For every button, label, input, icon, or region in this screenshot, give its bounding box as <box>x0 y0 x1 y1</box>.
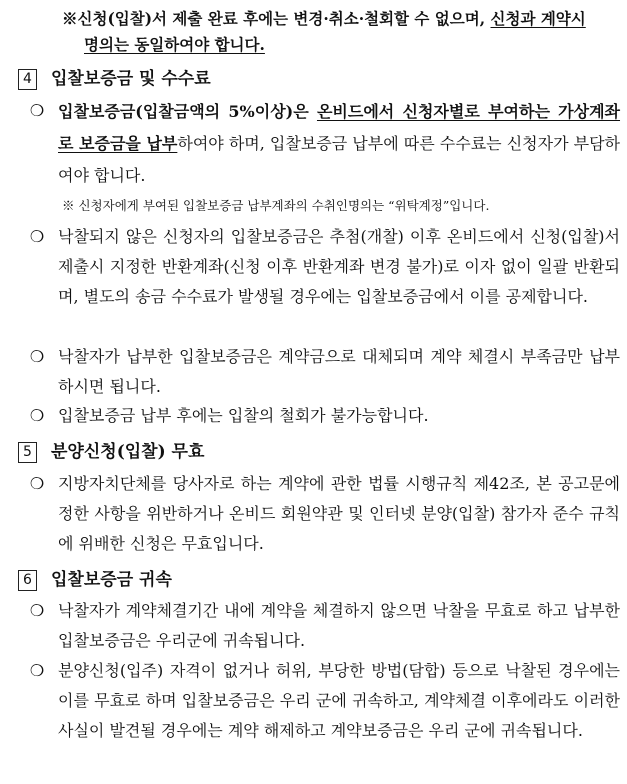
circle-bullet-icon: ❍ <box>29 661 45 680</box>
section-heading-4 <box>18 67 211 91</box>
section-title: 입찰보증금 및 수수료 <box>51 69 211 89</box>
item-text: 분양신청(입주) 자격이 없거나 허위, 부당한 방법(담합) 등으로 낙찰된 경우에는 이를 무효로 하며 입찰보증금은 우리 군에 귀속하고, 계약체결 이후에라도 이러한 사실이 발견될 경우에는 계약 해제하고 계약보증금은 우리 군에 귀속됩니다. <box>58 661 620 740</box>
top-notice <box>62 6 622 58</box>
section-number: 6 <box>18 570 37 591</box>
list-item <box>28 596 620 656</box>
list-item <box>28 401 620 431</box>
section-number: 5 <box>18 442 37 463</box>
item-text: 지방자치단체를 당사자로 하는 계약에 관한 법률 시행규칙 제42조, 본 공고문에 정한 사항을 위반하거나 온비드 회원약관 및 인터넷 분양(입찰) 참가자 준수 규칙에 위배한 신청은 무효입니다. <box>58 474 620 553</box>
section-title: 입찰보증금 귀속 <box>51 570 172 590</box>
item-text: 낙찰자가 계약체결기간 내에 계약을 체결하지 않으면 낙찰을 무효로 하고 납부한 입찰보증금은 우리군에 귀속됩니다. <box>58 601 620 650</box>
item-note: ※ 신청자에게 부여된 입찰보증금 납부계좌의 수취인명의는 “위탁계정”입니다. <box>62 198 490 213</box>
top-notice-text: ※신청(입찰)서 제출 완료 후에는 변경·취소·철회할 수 없으며, <box>62 9 491 28</box>
circle-bullet-icon: ❍ <box>29 474 45 493</box>
section-title: 분양신청(입찰) 무효 <box>51 442 205 462</box>
top-notice-underlined-2: 명의는 동일하여야 합니다. <box>84 35 265 54</box>
section-number: 4 <box>18 69 37 90</box>
item-bold-underlined: 온비드에서 신청자별로 부여하는 가상계좌로 보증금을 납부 <box>58 102 621 153</box>
item-rest: 하여야 하며, 입찰보증금 납부에 따른 수수료는 신청자가 부담하여야 합니다. <box>58 134 620 185</box>
list-item <box>28 656 620 746</box>
circle-bullet-icon: ❍ <box>29 101 45 120</box>
section-heading-6 <box>18 568 172 592</box>
list-item <box>28 222 620 312</box>
circle-bullet-icon: ❍ <box>29 406 45 425</box>
item-text: 낙찰자가 납부한 입찰보증금은 계약금으로 대체되며 계약 체결시 부족금만 납부하시면 됩니다. <box>58 347 620 396</box>
list-item <box>28 469 620 559</box>
item-text: 낙찰되지 않은 신청자의 입찰보증금은 추첨(개찰) 이후 온비드에서 신청(입찰)서 제출시 지정한 반환계좌(신청 이후 반환계좌 변경 불가)로 이자 없이 일괄 반환되며, 별도의 송금 수수료가 발생될 경우에는 입찰보증금에서 이를 공제합니다. <box>58 227 620 306</box>
list-item <box>28 96 620 192</box>
top-notice-underlined: 신청과 계약시 <box>490 9 586 28</box>
circle-bullet-icon: ❍ <box>29 601 45 620</box>
item-bold-lead: 입찰보증금(입찰금액의 5%이상)은 <box>58 102 317 121</box>
circle-bullet-icon: ❍ <box>29 347 45 366</box>
section-heading-5 <box>18 440 204 464</box>
item-text <box>58 96 620 192</box>
item-text: 입찰보증금 납부 후에는 입찰의 철회가 불가능합니다. <box>58 406 429 425</box>
circle-bullet-icon: ❍ <box>29 227 45 246</box>
list-item <box>28 342 620 402</box>
